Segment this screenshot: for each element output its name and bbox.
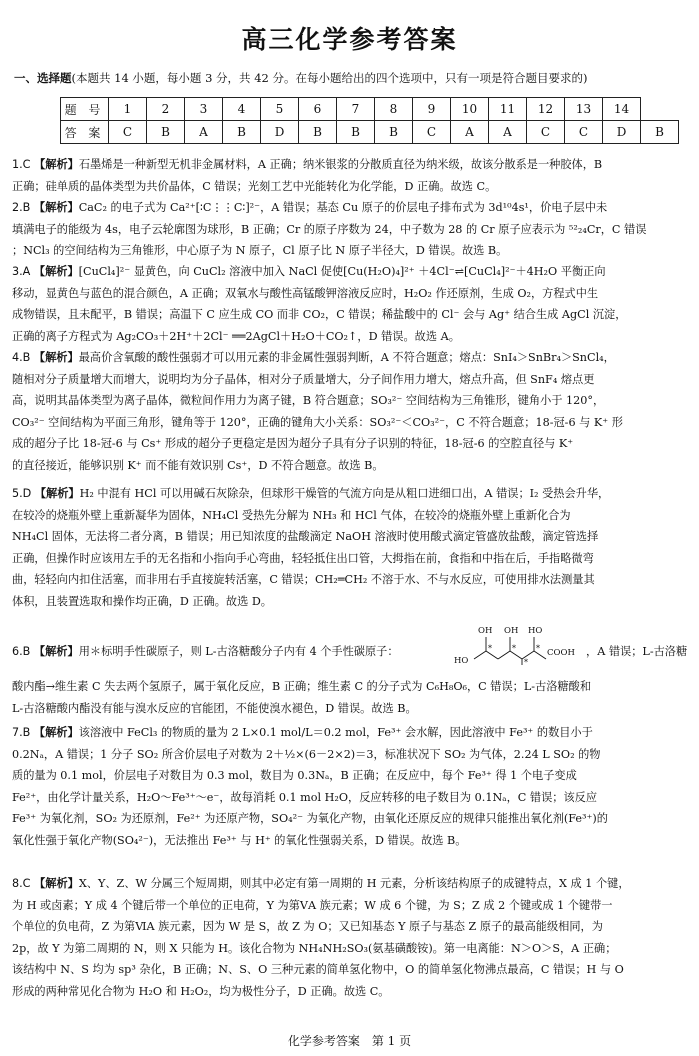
mol-star-1: * [488,644,492,653]
explanation-line [12,347,689,369]
analysis-tag: 【解析】 [34,487,80,500]
explanation-line [12,483,689,505]
explanation-text: ；NCl₃ 的空间结构为三角锥形，中心原子为 N 原子，Cl 原子比 N 原子半径大，D 错误。故选 B。 [12,244,508,257]
explanation-line [12,591,689,613]
page-footer: 化学参考答案 第 1 页 [287,1034,412,1048]
mol-label-oh-2: OH [504,626,519,636]
explanation-text: 最高价含氧酸的酸性强弱才可以用元素的非金属性强弱判断，A 不符合题意；熔点：SnI₄＞SnBr₄＞SnCl₄， [78,351,615,364]
explanation-text: 形成的两种常见化合物为 H₂O 和 H₂O₂，均为极性分子，D 正确。故选 C。 [12,984,390,998]
explanation-line [12,676,689,698]
question-number-cell: 2 [147,98,185,121]
answer-cell: C [413,121,451,144]
explanation-line [12,240,689,262]
explanation-text: 曲，轻轻向内扣住活塞，而非用右手直接旋转活塞，C 错误；CH₂═CH₂ 不溶于水、不与水反应，可使用排水法测量其 [12,573,595,586]
explanation-line [12,628,689,676]
explanation-text: 用＊标明手性碳原子，则 L-古洛糖酸分子内有 4 个手性碳原子： [78,645,399,658]
explanation-item [12,197,689,262]
explanation-text: 2p，故 Y 为第二周期的 N，则 X 只能为 H。该化合物为 NH₄NH₂SO₃(氨基磺酸铵)。第一电离能：N＞O＞S，A 正确； [12,941,617,955]
explanation-line [12,916,689,938]
explanation-text: 在较冷的烧瓶外壁上重新凝华为固体，NH₄Cl 受热先分解为 NH₃ 和 HCl 气体，在较冷的烧瓶外壁上重新化合为 [12,508,571,522]
explanation-text: CaC₂ 的电子式为 Ca²⁺[∶C⋮⋮C∶]²⁻，A 错误；基态 Cu 原子的价层电子排布式为 3d¹⁰4s¹，价电子层中未 [78,201,608,214]
answer-cell: B [641,121,679,144]
answer-cell: B [337,121,375,144]
explanation-text: 填满电子的能级为 4s，电子云轮廓图为球形，B 正确；Cr 的原子序数为 24，中子数为 28 的 Cr 原子应表示为 ⁵²₂₄Cr，C 错误 [12,222,647,236]
explanation-line [12,455,689,477]
analysis-tag: 【解析】 [34,158,79,171]
explanation-line [12,154,689,176]
explanation-line [12,787,689,809]
mol-star-3: * [524,658,528,667]
explanation-item [12,347,689,476]
explanation-line [12,548,689,570]
explanation-text: 该溶液中 FeCl₃ 的物质的量为 2 L×0.1 mol/L＝0.2 mol，Fe³⁺ 会水解，因此溶液中 Fe³⁺ 的数目小于 [78,726,593,739]
explanation-text: 为 H 或卤素；Y 成 4 个键后带一个单位的正电荷，Y 为第ⅤA 族元素；W 成 6 个键，为 S；Z 成 2 个键或成 1 个键带一 [12,898,613,912]
mol-star-4: * [536,644,540,653]
question-number-cell: 10 [451,98,489,121]
explanation-tail: ，A 错误；L-古洛糖 [586,645,688,658]
answer-cell: C [565,121,603,144]
answer-cell: D [261,121,299,144]
explanation-text: L-古洛糖酸内酯没有能与溴水反应的官能团，不能使溴水褪色，D 错误。故选 B。 [12,701,417,715]
answer-cell: B [147,121,185,144]
explanation-line [12,698,689,720]
explanation-line [12,526,689,548]
item-number: 7.B [12,726,31,739]
mol-star-2: * [512,644,516,653]
explanation-line [12,197,689,219]
mol-label-cooh: COOH [547,648,575,658]
explanation-text: 高，说明其晶体类型为离子晶体，微粒间作用力为离子键，B 符合题意；SO₃²⁻ 空间结构为三角锥形，键角小于 120°， [12,394,605,407]
explanation-text: 石墨烯是一种新型无机非金属材料，A 正确；纳米银浆的分散质直径为纳米级，故该分散系是一种胶体，B [78,158,603,171]
explanation-line [12,808,689,830]
answer-table [60,97,679,144]
analysis-tag: 【解析】 [33,351,79,364]
question-number-cell: 7 [337,98,375,121]
explanation-line [12,390,689,412]
explanation-text: H₂ 中混有 HCl 可以用碱石灰除杂，但球形干燥管的气流方向是从粗口进细口出，A 错误；I₂ 受热会升华， [79,487,610,500]
explanation-line [12,219,689,241]
analysis-tag: 【解析】 [33,201,79,214]
explanation-item [12,483,689,612]
explanation-line [12,369,689,391]
question-number-cell: 4 [223,98,261,121]
explanation-text: 移动，显黄色与蓝色的混合颜色，A 正确；双氧水与酸性高锰酸钾溶液反应时，H₂O₂ 作还原剂，生成 O₂，方程式中生 [12,286,599,300]
explanation-text: 正确的离子方程式为 Ag₂CO₃＋2H⁺＋2Cl⁻ ══2AgCl＋H₂O＋CO₂↑，D 错误。故选 A。 [12,329,460,343]
mol-label-ho-top: HO [528,626,543,636]
explanation-text: X、Y、Z、W 分属三个短周期，则其中必定有第一周期的 H 元素，分析该结构原子的成键特点，X 成 1 个键， [78,877,630,890]
explanation-line [12,326,689,348]
explanation-text: 个单位的负电荷，Z 为第ⅥA 族元素，因为 W 是 S，故 Z 为 O；又已知基态 Y 原子与基态 Z 原子的最高能级相同，为 [12,920,603,933]
explanation-text: 该结构中 N、S 均为 sp³ 杂化，B 正确；N、S、O 三种元素的简单氢化物中，O 的简单氢化物沸点最高，C 错误；H 与 O [12,963,624,976]
analysis-tag: 【解析】 [33,265,79,278]
section-note: (本题共 14 小题，每小题 3 分，共 42 分。在每小题给出的四个选项中，只有一项是符合题目要求的) [71,71,588,85]
explanation-item [12,154,689,197]
question-number-cell: 14 [603,98,641,121]
question-number-cell: 9 [413,98,451,121]
explanation-text: 体积，且装置选取和操作均正确，D 正确。故选 D。 [12,594,272,608]
page-title: 高三化学参考答案 [241,25,458,54]
answer-table-row-numbers [61,98,679,121]
explanation-line [12,895,689,917]
explanation-line [12,176,689,198]
explanation-text: 成物错误，且未配平，B 错误；高温下 C 应生成 CO 而非 CO₂，C 错误；稀盐酸中的 Cl⁻ 会与 Ag⁺ 结合生成 AgCl 沉淀， [12,308,627,321]
explanation-line [12,261,689,283]
row-label-number: 题 号 [61,98,109,121]
mol-label-ho-left: HO [454,656,469,666]
explanation-text: 的直径接近，能够识别 K⁺ 而不能有效识别 Cs⁺，D 不符合题意。故选 B。 [12,458,384,472]
explanation-text: 0.2Nₐ，A 错误；1 分子 SO₂ 所含价层电子对数为 2＋½×(6－2×2)＝3，标准状况下 SO₂ 为气体，2.24 L SO₂ 的物 [12,747,601,761]
explanation-text: 正确，但操作时应该用左手的无名指和小指向手心弯曲，轻轻抵住出口管，大拇指在前，食指和中指在后，手指略微弯 [12,551,594,565]
explanation-text: 酸内酯→维生素 C 失去两个氢原子，属于氧化反应，B 正确；维生素 C 的分子式为 C₆H₈O₆，C 错误；L-古洛糖酸和 [12,680,592,693]
question-number-cell: 1 [109,98,147,121]
question-number-cell: 11 [489,98,527,121]
section-label: 一、选择题 [14,71,72,85]
item-number: 1.C [12,158,31,171]
explanation-line [12,981,689,1003]
answer-cell: B [223,121,261,144]
answer-table-row-answers [61,121,679,144]
explanation-item [12,722,689,851]
mol-label-oh-1: OH [478,626,493,636]
explanation-line [12,722,689,744]
explanation-text: 成的超分子比 18-冠-6 与 Cs⁺ 形成的超分子更稳定是因为超分子具有分子识别的特征，18-冠-6 的空腔直径与 K⁺ [12,437,574,450]
explanation-line [12,873,689,895]
analysis-tag: 【解析】 [34,877,79,890]
explanation-text: Fe³⁺ 为氧化剂，SO₂ 为还原剂，Fe²⁺ 为还原产物，SO₄²⁻ 为氧化产物，由氧化还原反应的规律只能推出氧化剂(Fe³⁺)的 [12,812,608,825]
question-number-cell: 8 [375,98,413,121]
explanation-item [12,261,689,347]
analysis-tag: 【解析】 [33,645,79,658]
answer-cell: B [375,121,413,144]
explanation-line [12,304,689,326]
explanation-line [12,938,689,960]
section-heading [14,70,689,86]
explanation-line [12,959,689,981]
explanation-item [12,873,689,1002]
answer-cell: C [109,121,147,144]
item-number: 3.A [12,265,31,278]
item-number: 2.B [12,201,31,214]
analysis-tag: 【解析】 [33,726,79,739]
explanation-text: 正确；硅单质的晶体类型为共价晶体，C 错误；光刻工艺中光能转化为化学能，D 正确。故选 C。 [12,179,497,193]
explanation-text: Fe²⁺，由化学计量关系，H₂O～Fe³⁺～e⁻，故每消耗 0.1 mol H₂O，反应转移的电子数目为 0.1Nₐ，C 错误；该反应 [12,790,598,804]
explanation-line [12,412,689,434]
item-number: 4.B [12,351,31,364]
question-number-cell: 3 [185,98,223,121]
answer-cell: A [489,121,527,144]
question-number-cell: 5 [261,98,299,121]
explanation-line [12,744,689,766]
l-gulonic-acid-structure [452,621,582,669]
explanation-line [12,569,689,591]
row-label-answer: 答 案 [61,121,109,144]
explanation-line [12,765,689,787]
explanation-text: 氧化性强于氧化产物(SO₄²⁻)，无法推出 Fe³⁺ 与 H⁺ 的氧化性强弱关系，D 错误。故选 B。 [12,833,467,847]
answer-cell: A [451,121,489,144]
explanation-text: 质的量为 0.1 mol，价层电子对数目为 0.3 mol，数目为 0.3Nₐ，B 正确；在反应中，每个 Fe³⁺ 得 1 个电子变成 [12,769,577,782]
explanation-line [12,283,689,305]
item-number: 5.D [12,487,32,500]
answer-cell: C [527,121,565,144]
explanation-text: NH₄Cl 固体，无法将二者分离，B 错误；用已知浓度的盐酸滴定 NaOH 溶液时使用酸式滴定管盛放盐酸，滴定管选择 [12,530,599,543]
item-number: 6.B [12,645,31,658]
explanation-text: CO₃²⁻ 空间结构为平面三角形，键角等于 120°，正确的键角大小关系：SO₃²⁻＜CO₃²⁻，C 不符合题意；18-冠-6 与 K⁺ 形 [12,415,623,429]
explanation-line [12,505,689,527]
explanation-text: [CuCl₄]²⁻ 显黄色，向 CuCl₂ 溶液中加入 NaCl 促使[Cu(H₂O)₄]²⁺ ＋4Cl⁻⇌[CuCl₄]²⁻＋4H₂O 平衡正向 [78,265,606,278]
question-number-cell: 6 [299,98,337,121]
explanation-item [12,628,689,719]
answer-cell: A [185,121,223,144]
explanation-text: 随相对分子质量增大而增大，说明均为分子晶体，相对分子质量增大，分子间作用力增大，熔点升高，但 SnF₄ 熔点更 [12,372,595,386]
answer-cell: D [603,121,641,144]
item-number: 8.C [12,877,31,890]
explanation-line [12,830,689,852]
question-number-cell: 13 [565,98,603,121]
question-number-cell: 12 [527,98,565,121]
explanation-line [12,433,689,455]
answer-cell: B [299,121,337,144]
